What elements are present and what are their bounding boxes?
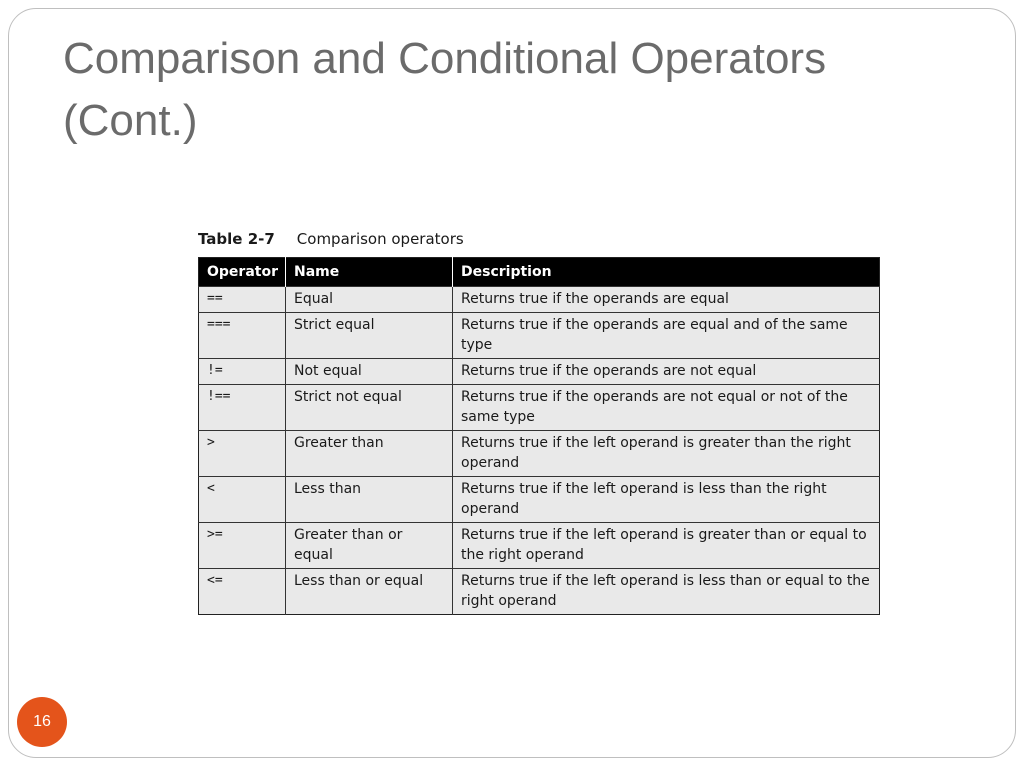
header-description: Description: [453, 258, 880, 287]
table-row: [199, 385, 880, 431]
name-cell: Less than: [286, 477, 453, 523]
table-row: [199, 431, 880, 477]
description-cell: Returns true if the left operand is greater than the right operand: [453, 431, 880, 477]
page-number-badge: [17, 697, 67, 747]
table-row: [199, 477, 880, 523]
table-row: [199, 569, 880, 615]
table-caption-number: Table 2-7: [198, 230, 275, 248]
slide-title-line-2: (Cont.): [63, 96, 198, 145]
name-cell: Not equal: [286, 359, 453, 385]
operator-cell: !=: [199, 359, 286, 385]
name-cell: Strict equal: [286, 313, 453, 359]
name-cell: Greater than or equal: [286, 523, 453, 569]
operator-cell: <=: [199, 569, 286, 615]
page-number: 16: [33, 713, 51, 730]
slide-title: [63, 28, 963, 152]
description-cell: Returns true if the operands are equal and of the same type: [453, 313, 880, 359]
description-cell: Returns true if the operands are not equal: [453, 359, 880, 385]
operator-cell: ==: [199, 287, 286, 313]
name-cell: Less than or equal: [286, 569, 453, 615]
operator-cell: >=: [199, 523, 286, 569]
table-row: [199, 523, 880, 569]
header-name: Name: [286, 258, 453, 287]
name-cell: Strict not equal: [286, 385, 453, 431]
header-operator: Operator: [199, 258, 286, 287]
slide-title-line-1: Comparison and Conditional Operators: [63, 34, 827, 83]
table-caption-text: Comparison operators: [296, 230, 464, 248]
description-cell: Returns true if the left operand is less than or equal to the right operand: [453, 569, 880, 615]
table-caption: [198, 230, 464, 248]
operator-cell: <: [199, 477, 286, 523]
description-cell: Returns true if the operands are not equal or not of the same type: [453, 385, 880, 431]
operator-cell: !==: [199, 385, 286, 431]
table-row: [199, 359, 880, 385]
comparison-operators-table: [198, 257, 880, 615]
description-cell: Returns true if the left operand is less than the right operand: [453, 477, 880, 523]
table-row: [199, 313, 880, 359]
operator-cell: >: [199, 431, 286, 477]
table-header-row: [199, 258, 880, 287]
description-cell: Returns true if the left operand is greater than or equal to the right operand: [453, 523, 880, 569]
operator-cell: ===: [199, 313, 286, 359]
name-cell: Equal: [286, 287, 453, 313]
name-cell: Greater than: [286, 431, 453, 477]
description-cell: Returns true if the operands are equal: [453, 287, 880, 313]
table-row: [199, 287, 880, 313]
